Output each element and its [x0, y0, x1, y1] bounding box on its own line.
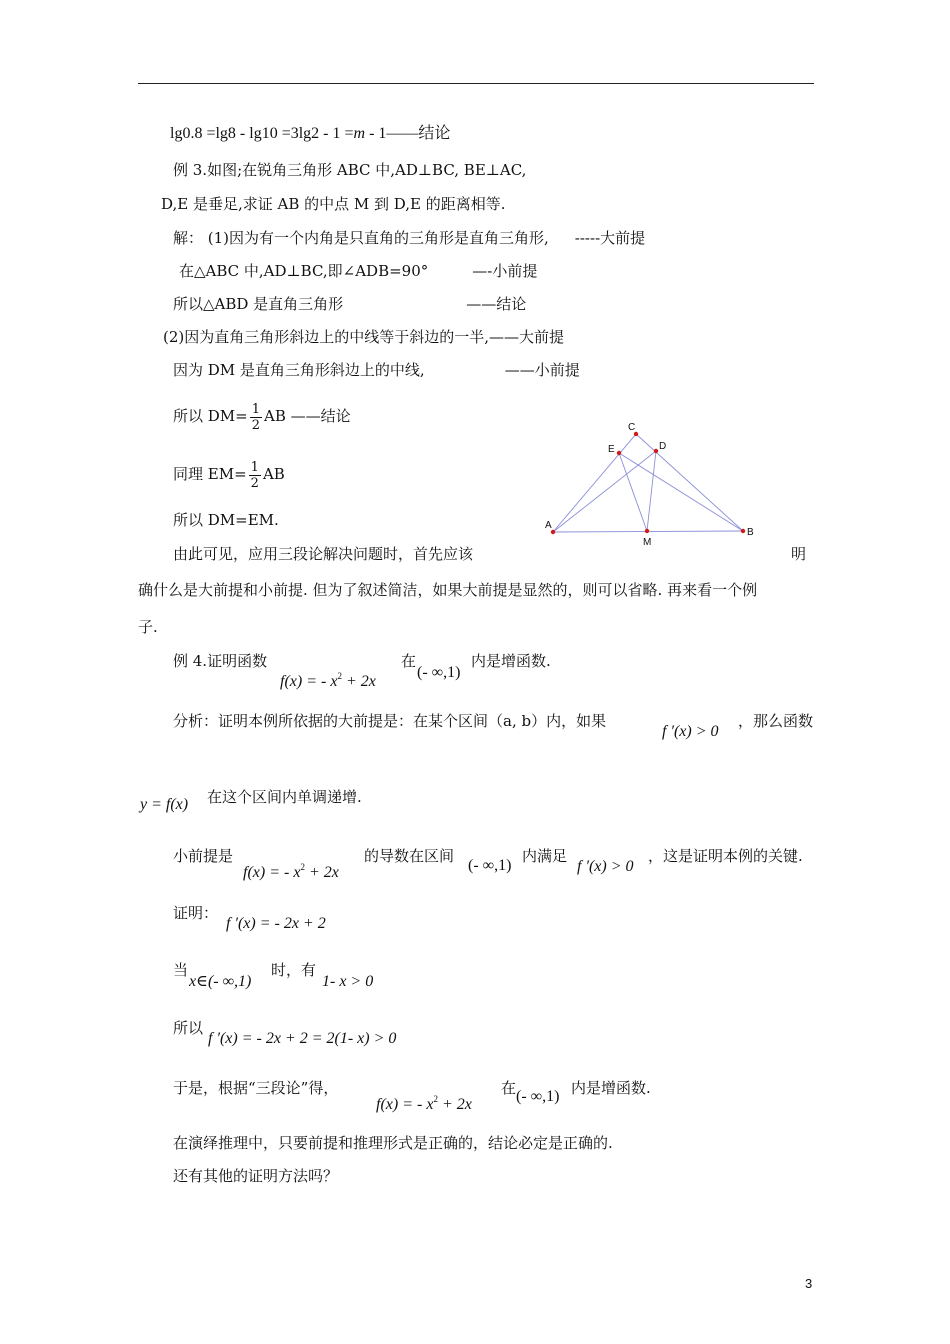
segment-AC — [553, 434, 636, 532]
fraction-half: $\frac{1}{2}$ — [250, 459, 259, 491]
point-M — [645, 529, 649, 533]
when-inequality: 1- x > 0 — [322, 973, 374, 990]
figure-lines — [553, 434, 743, 532]
conclusion-line2: 还有其他的证明方法吗？ — [173, 1167, 339, 1185]
minor-premise-mid2: 内满足 — [522, 847, 568, 865]
when-domain: x∈(- ∞,1) — [189, 973, 252, 990]
function-y: y = f(x) — [140, 796, 189, 813]
example4-post: 内是增函数. — [471, 652, 551, 670]
proof-label: 证明： — [173, 904, 219, 922]
fraction-half: $\frac{1}{2}$ — [251, 401, 261, 433]
conclusion-line1: 在演绎推理中，只要前提和推理形式是正确的，结论必定是正确的. — [173, 1134, 613, 1152]
paragraph-line1: 由此可见，应用三段论解决问题时，首先应该 — [173, 545, 474, 563]
example4-interval: (- ∞,1) — [417, 664, 461, 681]
thus-post: 内是增函数. — [571, 1079, 651, 1097]
example3-line2: D,E 是垂足,求证 AB 的中点 M 到 D,E 的距离相等. — [161, 195, 506, 213]
label-E: E — [608, 444, 615, 455]
solution-em-half: 同理 EM= $\frac{1}{2}$ AB — [173, 459, 285, 491]
segment-AD — [553, 451, 656, 532]
analysis-line: 分析：证明本例所依据的大前提是：在某个区间（a, b）内，如果 — [173, 712, 607, 730]
so-derivative: f ′(x) = - 2x + 2 = 2(1- x) > 0 — [208, 1030, 397, 1047]
segment-MD — [647, 451, 656, 531]
example4-mid: 在 — [401, 652, 417, 670]
segment-BE — [619, 453, 743, 531]
point-E — [617, 451, 621, 455]
paragraph-line2: 确什么是大前提和小前提. 但为了叙述简洁，如果大前提是显然的，则可以省略. 再来看一个例 — [138, 581, 758, 599]
solution-step3: 所以△ABD 是直角三角形 ——结论 — [173, 295, 527, 313]
header-rule — [138, 83, 814, 84]
minor-premise-function: f(x) = - $x^2 + 2x$ — [243, 862, 339, 881]
when-mid: 时，有 — [271, 961, 317, 979]
minor-premise-mid1: 的导数在区间 — [364, 847, 455, 865]
solution-step5: 因为 DM 是直角三角形斜边上的中线, ——小前提 — [173, 361, 580, 379]
thus-pre: 于是，根据“三段论”得， — [173, 1079, 339, 1097]
label-M: M — [643, 537, 652, 548]
segment-ME — [619, 453, 647, 531]
proof-derivative: f ′(x) = - 2x + 2 — [226, 915, 326, 932]
point-D — [654, 449, 658, 453]
thus-function: f(x) = - $x^2 + 2x$ — [376, 1094, 472, 1113]
label-A: A — [545, 520, 552, 531]
lg-equation: lg0.8 =lg8 - lg10 =3lg2 - 1 =m - 1——结论 — [170, 125, 451, 142]
solution-step4: (2)因为直角三角形斜边上的中线等于斜边的一半,——大前提 — [163, 328, 565, 346]
example3-line1: 例 3.如图;在锐角三角形 ABC 中,AD⊥BC, BE⊥AC, — [173, 161, 527, 179]
page-number: 3 — [805, 1276, 813, 1291]
minor-premise-derivative: f ′(x) > 0 — [577, 858, 634, 875]
example4-pre: 例 4.证明函数 — [173, 652, 268, 670]
solution-step1: 解： (1)因为有一个内角是只直角的三角形是直角三角形, -----大前提 — [173, 229, 646, 247]
label-D: D — [659, 441, 667, 452]
analysis-tail: ，那么函数 — [738, 712, 814, 730]
so-pre: 所以 — [173, 1019, 204, 1037]
solution-step2: 在△ABC 中,AD⊥BC,即∠ADB=90° —-小前提 — [179, 262, 538, 280]
label-C: C — [628, 422, 636, 433]
analysis-line2: 在这个区间内单调递增. — [207, 788, 362, 806]
triangle-figure — [535, 415, 775, 551]
solution-dm-em: 所以 DM=EM. — [173, 511, 279, 529]
thus-interval: (- ∞,1) — [516, 1088, 560, 1105]
point-B — [741, 529, 745, 533]
paragraph-line3: 子. — [138, 618, 158, 636]
example4-function: f(x) = - $x^2 + 2x$ — [280, 671, 376, 690]
when-pre: 当 — [173, 961, 189, 979]
analysis-derivative-condition: f ′(x) > 0 — [662, 723, 719, 740]
solution-dm-half: 所以 DM= $\frac{1}{2}$ AB ——结论 — [173, 401, 351, 433]
thus-mid: 在 — [501, 1079, 517, 1097]
label-B: B — [747, 527, 754, 538]
paragraph-line1-tail: 明 — [791, 545, 807, 563]
minor-premise-post: ，这是证明本例的关键. — [648, 847, 803, 865]
minor-premise-pre: 小前提是 — [173, 847, 234, 865]
minor-premise-interval: (- ∞,1) — [468, 857, 512, 874]
